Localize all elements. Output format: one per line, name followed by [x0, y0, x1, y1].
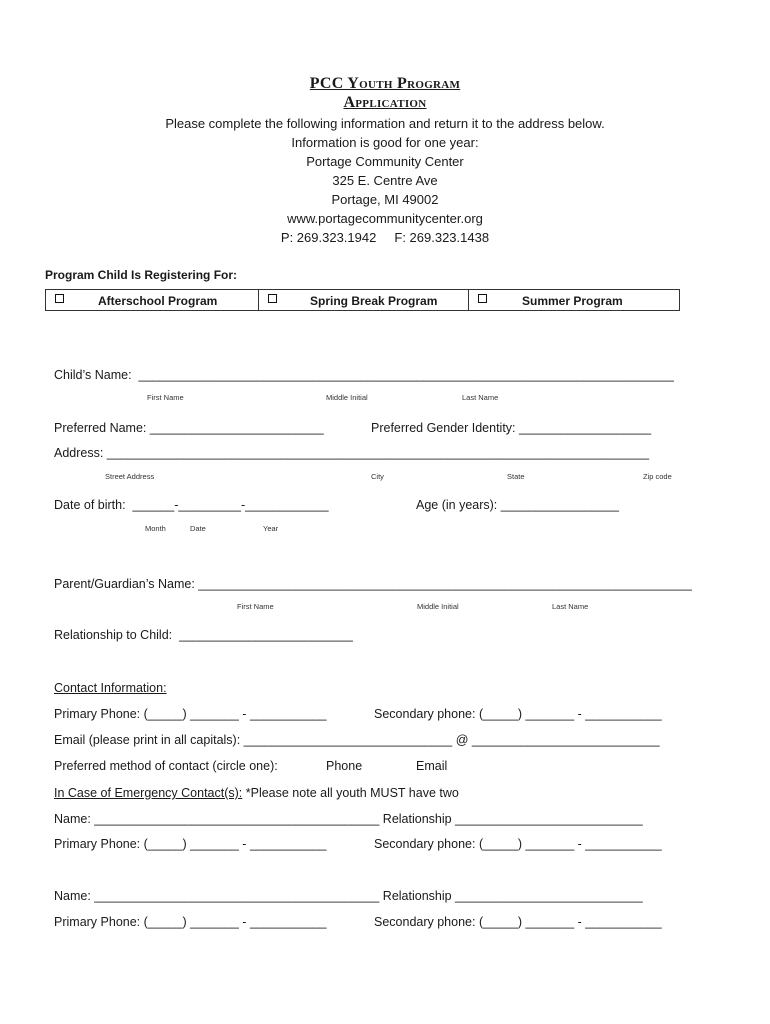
- street-address-caption: Street Address: [105, 472, 155, 481]
- program-option-afterschool[interactable]: [46, 290, 259, 310]
- relationship-to-child-field[interactable]: Relationship to Child: _________________________: [54, 628, 353, 642]
- phone-fax: P: 269.323.1942 F: 269.323.1438: [280, 230, 490, 245]
- date-of-birth-field[interactable]: Date of birth: ______-_________-____________: [54, 498, 329, 512]
- instructions-text: Please complete the following information and return it to the address below.: [165, 116, 605, 131]
- age-field[interactable]: Age (in years): _________________: [416, 498, 619, 512]
- emergency-secondary-phone-1-field[interactable]: Secondary phone: (_____) _______ - ___________: [374, 837, 662, 851]
- state-caption: State: [507, 472, 525, 481]
- gender-identity-field[interactable]: Preferred Gender Identity: ___________________: [371, 421, 652, 435]
- guardian-middle-initial-caption: Middle Initial: [417, 602, 459, 611]
- emergency-heading: In Case of Emergency Contact(s):: [54, 786, 243, 800]
- form-subtitle: Application: [343, 94, 427, 111]
- program-heading: Program Child Is Registering For:: [45, 268, 238, 282]
- preferred-name-field[interactable]: Preferred Name: _________________________: [54, 421, 324, 435]
- secondary-phone-field[interactable]: Secondary phone: (_____) _______ - ___________: [374, 707, 662, 721]
- summer-checkbox[interactable]: [478, 294, 487, 303]
- primary-phone-field[interactable]: Primary Phone: (_____) _______ - ___________: [54, 707, 327, 721]
- org-name: Portage Community Center: [306, 154, 464, 169]
- emergency-note: *Please note all youth MUST have two: [242, 786, 459, 800]
- child-middle-initial-caption: Middle Initial: [326, 393, 368, 402]
- program-option-summer[interactable]: [469, 290, 679, 310]
- program-option-label: Spring Break Program: [310, 294, 438, 308]
- spring-break-checkbox[interactable]: [268, 294, 277, 303]
- zip-caption: Zip code: [643, 472, 672, 481]
- dob-date-caption: Date: [190, 524, 206, 533]
- emergency-primary-phone-2-field[interactable]: Primary Phone: (_____) _______ - ___________: [54, 915, 327, 929]
- program-option-spring-break[interactable]: [259, 290, 469, 310]
- website-link[interactable]: www.portagecommunitycenter.org: [287, 211, 483, 226]
- street-address: 325 E. Centre Ave: [332, 173, 438, 188]
- program-table: [45, 289, 680, 311]
- address-field[interactable]: Address: ______________________________________________________________________________: [54, 446, 650, 460]
- program-option-label: Afterschool Program: [98, 294, 218, 308]
- preferred-method-label: Preferred method of contact (circle one):: [54, 759, 278, 773]
- emergency-name-2-field[interactable]: Name: _________________________________________ Relationship ___________________________: [54, 889, 643, 903]
- child-first-name-caption: First Name: [147, 393, 184, 402]
- child-name-field[interactable]: Child’s Name: _____________________________________________________________________________: [54, 368, 674, 382]
- guardian-first-name-caption: First Name: [237, 602, 274, 611]
- emergency-name-1-field[interactable]: Name: _________________________________________ Relationship ___________________________: [54, 812, 643, 826]
- dob-month-caption: Month: [145, 524, 166, 533]
- emergency-secondary-phone-2-field[interactable]: Secondary phone: (_____) _______ - ___________: [374, 915, 662, 929]
- method-email-option[interactable]: Email: [416, 759, 448, 773]
- city-state-zip: Portage, MI 49002: [331, 192, 439, 207]
- form-title: PCC Youth Program: [309, 75, 461, 92]
- afterschool-checkbox[interactable]: [55, 294, 64, 303]
- emergency-primary-phone-1-field[interactable]: Primary Phone: (_____) _______ - ___________: [54, 837, 327, 851]
- program-option-label: Summer Program: [522, 294, 623, 308]
- dob-year-caption: Year: [263, 524, 279, 533]
- method-phone-option[interactable]: Phone: [326, 759, 363, 773]
- guardian-name-field[interactable]: Parent/Guardian’s Name: _______________________________________________________________________: [54, 577, 692, 591]
- child-last-name-caption: Last Name: [462, 393, 499, 402]
- city-caption: City: [371, 472, 384, 481]
- email-field[interactable]: Email (please print in all capitals): ______________________________ @ ___________________________: [54, 733, 660, 747]
- validity-text: Information is good for one year:: [291, 135, 479, 150]
- contact-info-heading: Contact Information:: [54, 681, 167, 695]
- emergency-heading-row: [54, 786, 459, 800]
- guardian-last-name-caption: Last Name: [552, 602, 589, 611]
